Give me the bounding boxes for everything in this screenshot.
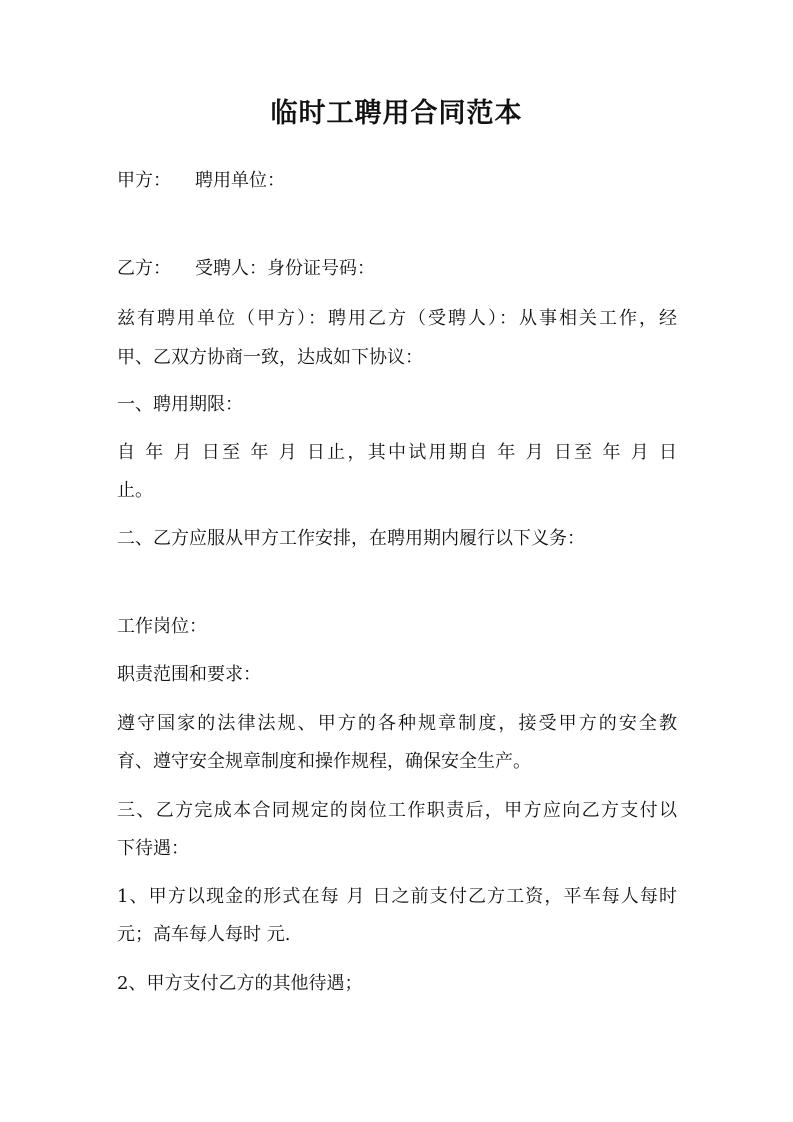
intro-line-1: 兹有聘用单位（甲方）：聘用乙方（受聘人）：从事相关工作，经 (117, 308, 677, 329)
party-a-line (117, 169, 677, 193)
section-3-heading-line-2: 下待遇： (117, 838, 189, 859)
duty-scope-line: 职责范围和要求： (117, 664, 261, 685)
section-3-item-1-line-2: 元；高车每人每时 元. (117, 924, 291, 945)
party-b-label: 乙方： (117, 258, 171, 279)
party-a-field: 聘用单位： (195, 170, 285, 191)
intro-line-2: 甲、乙双方协商一致，达成如下协议： (117, 347, 423, 368)
section-3-item-2: 2、甲方支付乙方的其他待遇； (117, 973, 363, 994)
section-1-line-1: 自 年 月 日至 年 月 日止，其中试用期自 年 月 日至 年 月 日 (117, 442, 677, 463)
document-title: 临时工聘用合同范本 (270, 98, 523, 129)
work-post-line: 工作岗位： (117, 616, 207, 637)
section-2-heading: 二、乙方应服从甲方工作安排，在聘用期内履行以下义务： (117, 528, 585, 549)
section-3-heading-line-1: 三、乙方完成本合同规定的岗位工作职责后，甲方应向乙方支付以 (117, 800, 677, 821)
section-1-heading: 一、聘用期限： (117, 394, 243, 415)
section-1-line-2: 止。 (117, 480, 153, 501)
section-3-item-1-line-1: 1、甲方以现金的形式在每 月 日之前支付乙方工资，平车每人每时 (117, 886, 677, 907)
party-b-field: 受聘人：身份证号码： (195, 258, 375, 279)
party-a-label: 甲方： (117, 170, 171, 191)
duty-line-1: 遵守国家的法律法规、甲方的各种规章制度，接受甲方的安全教 (117, 713, 677, 734)
duty-line-2: 育、遵守安全规章制度和操作规程，确保安全生产。 (117, 751, 531, 772)
party-b-line (117, 257, 677, 281)
